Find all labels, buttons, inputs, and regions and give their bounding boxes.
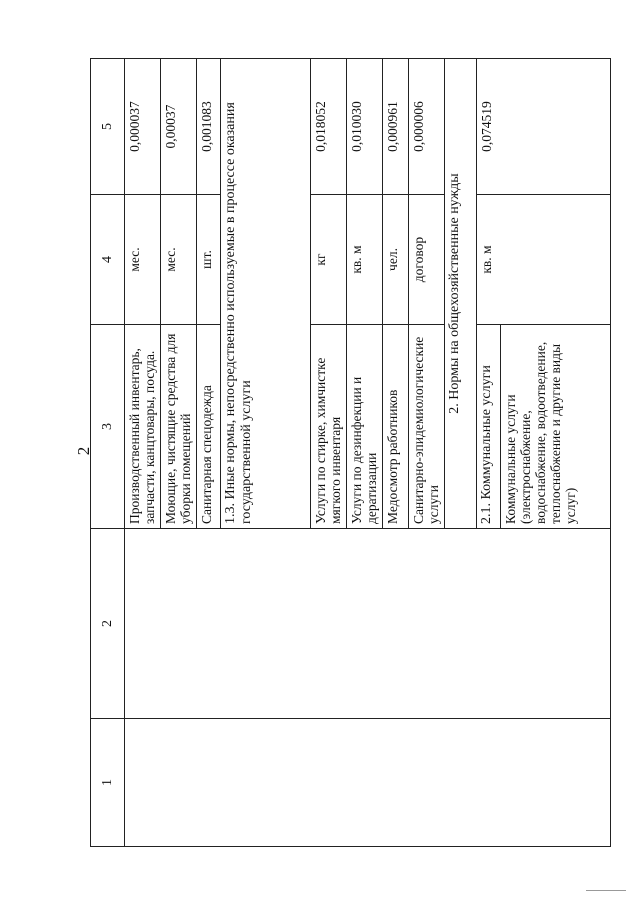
row-name: Санитарно-эпидемиологические услуги xyxy=(409,325,445,529)
col-header-3: 3 xyxy=(91,325,125,529)
row-value: 0,000037 xyxy=(125,59,161,195)
col-2-empty-cell xyxy=(125,529,611,719)
col-header-2: 2 xyxy=(91,529,125,719)
row-value: 0,074519 xyxy=(477,59,611,195)
row-unit: мес. xyxy=(161,195,197,325)
row-unit: кг xyxy=(311,195,347,325)
row-name: Санитарная спецодежда xyxy=(197,325,221,529)
section-2-1-title: 2.1. Коммунальные услуги xyxy=(477,325,501,529)
row-name: Услуги по дезинфекции и дератизации xyxy=(347,325,383,529)
col-1-empty-cell xyxy=(125,719,611,847)
page-edge-mark xyxy=(586,890,626,891)
row-name: Производственный инвентарь, запчасти, канцтовары, посуда. xyxy=(125,325,161,529)
row-name: Коммунальные услуги (электроснабжение, водоснабжение, водоотведение, теплоснабжение и другие виды услуг) xyxy=(501,325,611,529)
section-1-3-title: 1.3. Иные нормы, непосредственно используемые в процессе оказания государственной услуги xyxy=(221,59,311,529)
norms-table xyxy=(90,58,611,847)
row-value: 0,000006 xyxy=(409,59,445,195)
row-name: Медосмотр работников xyxy=(383,325,409,529)
section-2-title: 2. Нормы на общехозяйственные нужды xyxy=(445,59,477,529)
row-value: 0,00037 xyxy=(161,59,197,195)
row-value: 0,000961 xyxy=(383,59,409,195)
row-name: Моющие, чистящие средства для уборки помещений xyxy=(161,325,197,529)
row-unit: договор xyxy=(409,195,445,325)
col-header-4: 4 xyxy=(91,195,125,325)
row-value: 0,018052 xyxy=(311,59,347,195)
col-header-5: 5 xyxy=(91,59,125,195)
row-value: 0,010030 xyxy=(347,59,383,195)
rotated-table-container xyxy=(90,59,580,847)
row-value: 0,001083 xyxy=(197,59,221,195)
row-unit: мес. xyxy=(125,195,161,325)
row-name: Услуги по стирке, химчистке мягкого инвентаря xyxy=(311,325,347,529)
header-row xyxy=(91,59,125,847)
page-number: 2 xyxy=(74,446,93,456)
row-unit: кв. м xyxy=(347,195,383,325)
col-header-1: 1 xyxy=(91,719,125,847)
row-unit: шт. xyxy=(197,195,221,325)
row-unit: кв. м xyxy=(477,195,611,325)
row-unit: чел. xyxy=(383,195,409,325)
table-row xyxy=(125,59,161,847)
